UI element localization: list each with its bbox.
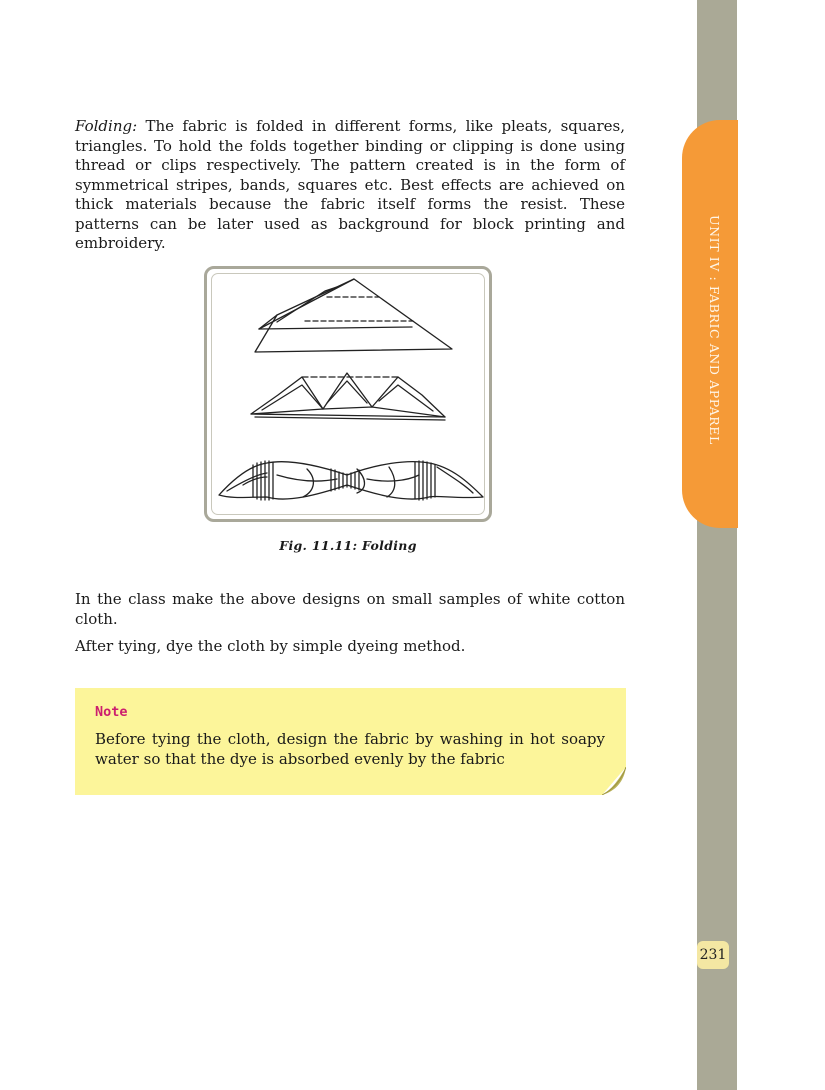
unit-label: UNIT IV : FABRIC AND APPAREL	[707, 215, 722, 445]
page-curl-icon	[602, 767, 626, 795]
figure-caption: Fig. 11.11: Folding	[279, 538, 417, 553]
note-box	[75, 688, 626, 795]
thread-binding-left	[253, 461, 273, 500]
thread-binding-right	[415, 461, 435, 500]
pleat-fold-drawing	[251, 373, 445, 420]
folding-figure	[204, 266, 492, 522]
thread-binding-middle	[331, 469, 359, 491]
folding-term: Folding:	[75, 117, 138, 135]
triangle-fold-drawing	[255, 279, 452, 352]
folding-text: The fabric is folded in different forms, like pleats, squares, triangles. To hold the folds together binding or clipping is done using thread or clips respectively. The pattern created is in the form of symmetrical stripes, bands, squares etc. Best effects are achieved on thick materials because the fabric itself forms the resist. These patterns can be later used as background for block printing and embroidery.	[75, 117, 625, 252]
class-instruction: In the class make the above designs on small samples of white cotton cloth.	[75, 590, 625, 628]
note-title: Note	[95, 704, 128, 720]
page-number: 231	[697, 941, 729, 969]
note-body: Before tying the cloth, design the fabric by washing in hot soapy water so that the dye is absorbed evenly by the fabric	[95, 730, 605, 768]
dye-instruction: After tying, dye the cloth by simple dyeing method.	[75, 637, 466, 655]
folding-illustration	[207, 269, 489, 519]
folding-paragraph	[75, 117, 625, 254]
bound-fold-drawing	[219, 461, 483, 500]
